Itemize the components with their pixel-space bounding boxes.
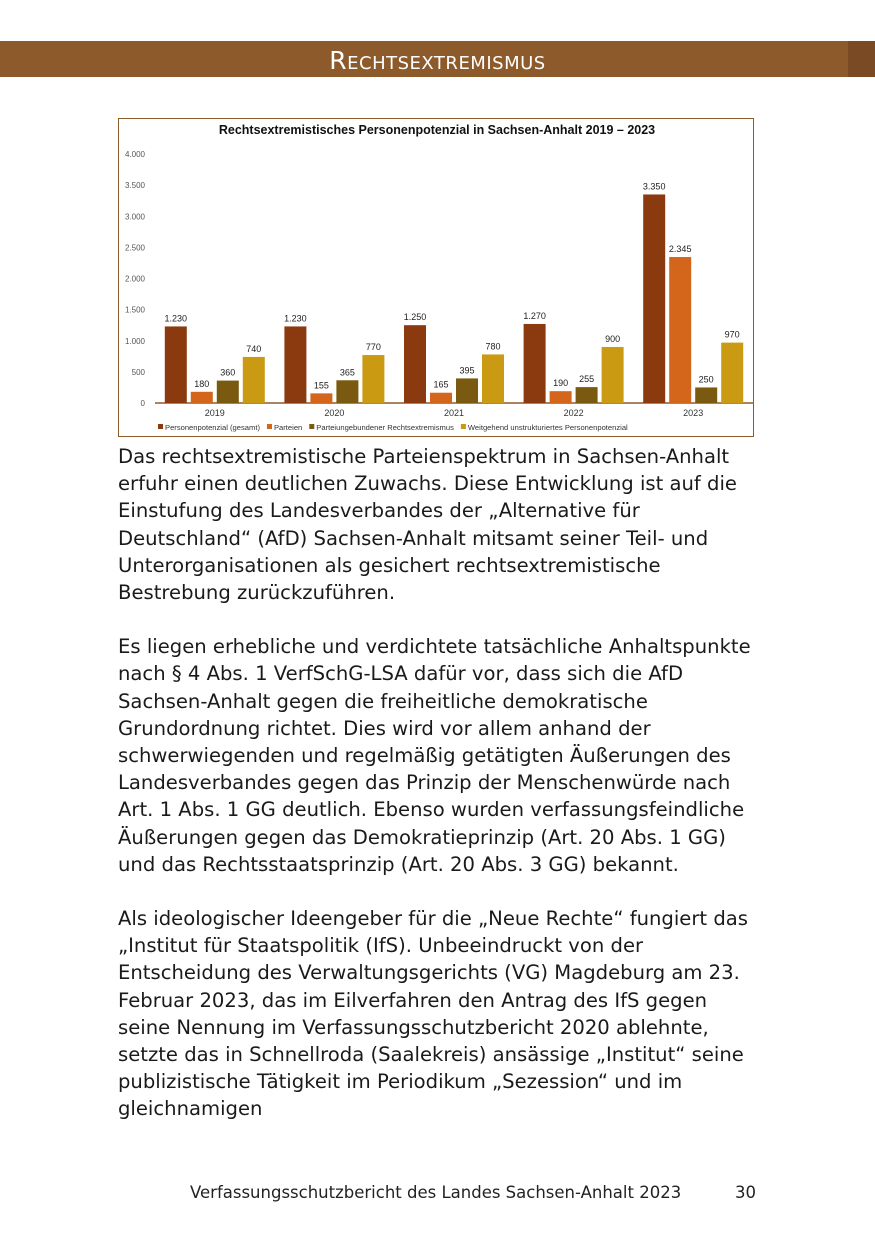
bar xyxy=(643,194,665,403)
paragraph-3: Als ideologischer Ideengeber für die „Neue Rechte“ fungiert das „Institut für Staatspolitik (IfS). Unbeeindruckt von der Entscheidung des Verwaltungsgerichts (VG) Magdeburg am 23. Februar 2023, das im Eilverfahren den Antrag des IfS gegen seine Nennung im Verfassungsschutzbericht 2020 ablehnte, setzte das in Schnellroda (Saalekreis) ansässige „Institut“ seine publizistische Tätigkeit im Periodikum „Sezession“ und im gleichnamigen xyxy=(118,907,748,1121)
data-label: 1.230 xyxy=(164,313,188,324)
data-label: 365 xyxy=(339,367,355,378)
x-tick-label: 2020 xyxy=(324,408,345,418)
chart-title: Rechtsextremistisches Personenpotenzial in Sachsen-Anhalt 2019 – 2023 xyxy=(218,123,656,137)
x-tick-label: 2023 xyxy=(683,408,704,418)
legend-label: Personenpotenzial (gesamt) xyxy=(165,423,260,432)
bar xyxy=(721,343,743,403)
data-label: 2.345 xyxy=(668,244,692,255)
bar xyxy=(284,326,306,403)
data-label: 180 xyxy=(194,378,210,389)
y-tick-label: 500 xyxy=(131,367,145,377)
data-label: 780 xyxy=(485,341,501,352)
y-tick-label: 4.000 xyxy=(124,150,145,159)
data-label: 1.230 xyxy=(284,313,307,324)
data-label: 360 xyxy=(220,367,236,378)
x-tick-label: 2022 xyxy=(563,408,584,418)
bar xyxy=(430,393,452,403)
legend-label: Parteiungebundener Rechtsextremismus xyxy=(316,423,454,432)
paragraph-2: Es liegen erhebliche und verdichtete tatsächliche Anhaltspunkte nach § 4 Abs. 1 VerfSchG-LSA dafür vor, dass sich die AfD Sachsen-Anhalt gegen die freiheitliche demokratische Grundordnung richtet. Dies wird vor allem anhand der schwerwiegenden und regelmäßig getätigten Äußerungen des Landesverbandes gegen das Prinzip der Menschenwürde nach Art. 1 Abs. 1 GG deutlich. Ebenso wurden verfassungsfeindliche Äußerungen gegen das Demokratieprinzip (Art. 20 Abs. 1 GG) und das Rechtsstaatsprinzip (Art. 20 Abs. 3 GG) bekannt. xyxy=(118,635,751,876)
x-tick-label: 2021 xyxy=(443,408,465,418)
legend-swatch xyxy=(461,424,466,429)
data-label: 3.350 xyxy=(642,181,666,192)
data-label: 740 xyxy=(246,343,262,354)
data-label: 970 xyxy=(724,329,740,340)
y-tick-label: 2.500 xyxy=(124,243,145,253)
bar xyxy=(191,392,213,403)
bar xyxy=(482,354,504,403)
bar xyxy=(695,387,717,403)
data-label: 1.250 xyxy=(403,312,427,323)
page-number: 30 xyxy=(735,1183,756,1202)
legend-swatch xyxy=(158,424,163,429)
bar xyxy=(550,391,572,403)
y-tick-label: 3.000 xyxy=(124,212,145,222)
bar xyxy=(310,393,332,403)
chart-container xyxy=(118,118,754,437)
data-label: 395 xyxy=(459,365,475,376)
bar xyxy=(456,378,478,403)
bar xyxy=(362,355,384,403)
bar xyxy=(336,380,358,403)
x-tick-label: 2019 xyxy=(204,408,225,418)
y-tick-label: 2.000 xyxy=(124,274,145,284)
paragraph-1: Das rechtsextremistische Parteienspektrum in Sachsen-Anhalt erfuhr einen deutlichen Zuwachs. Diese Entwicklung ist auf die Einstufung des Landesverbandes der „Alternative für Deutschland“ (AfD) Sachsen-Anhalt mitsamt seiner Teil- und Unterorganisationen als gesichert rechtsextremistische Bestrebung zurückzuführen. xyxy=(118,445,737,605)
bar xyxy=(165,326,187,403)
bar xyxy=(669,257,691,403)
data-label: 250 xyxy=(698,374,714,385)
data-label: 770 xyxy=(365,342,381,353)
bar xyxy=(404,325,426,403)
bar-chart xyxy=(119,119,755,438)
legend-label: Weitgehend unstrukturiertes Personenpotenzial xyxy=(467,423,628,432)
bar xyxy=(243,357,265,403)
bar xyxy=(576,387,598,403)
y-tick-label: 1.000 xyxy=(124,336,145,346)
body-text xyxy=(118,443,763,1150)
y-tick-label: 3.500 xyxy=(124,181,145,191)
data-label: 155 xyxy=(313,380,329,391)
y-tick-label: 0 xyxy=(140,399,145,408)
data-label: 190 xyxy=(553,378,569,389)
data-label: 900 xyxy=(605,333,621,344)
bar xyxy=(217,381,239,403)
bar xyxy=(524,324,546,403)
y-tick-label: 1.500 xyxy=(124,305,145,315)
data-label: 255 xyxy=(579,374,595,385)
legend-swatch xyxy=(267,424,272,429)
data-label: 165 xyxy=(433,379,449,390)
legend-label: Parteien xyxy=(273,423,303,432)
data-label: 1.270 xyxy=(523,310,546,321)
section-title: Rechtsextremismus xyxy=(329,46,546,75)
legend-swatch xyxy=(309,424,314,429)
footer-title: Verfassungsschutzbericht des Landes Sachsen-Anhalt 2023 xyxy=(190,1183,682,1202)
bar xyxy=(602,347,624,403)
